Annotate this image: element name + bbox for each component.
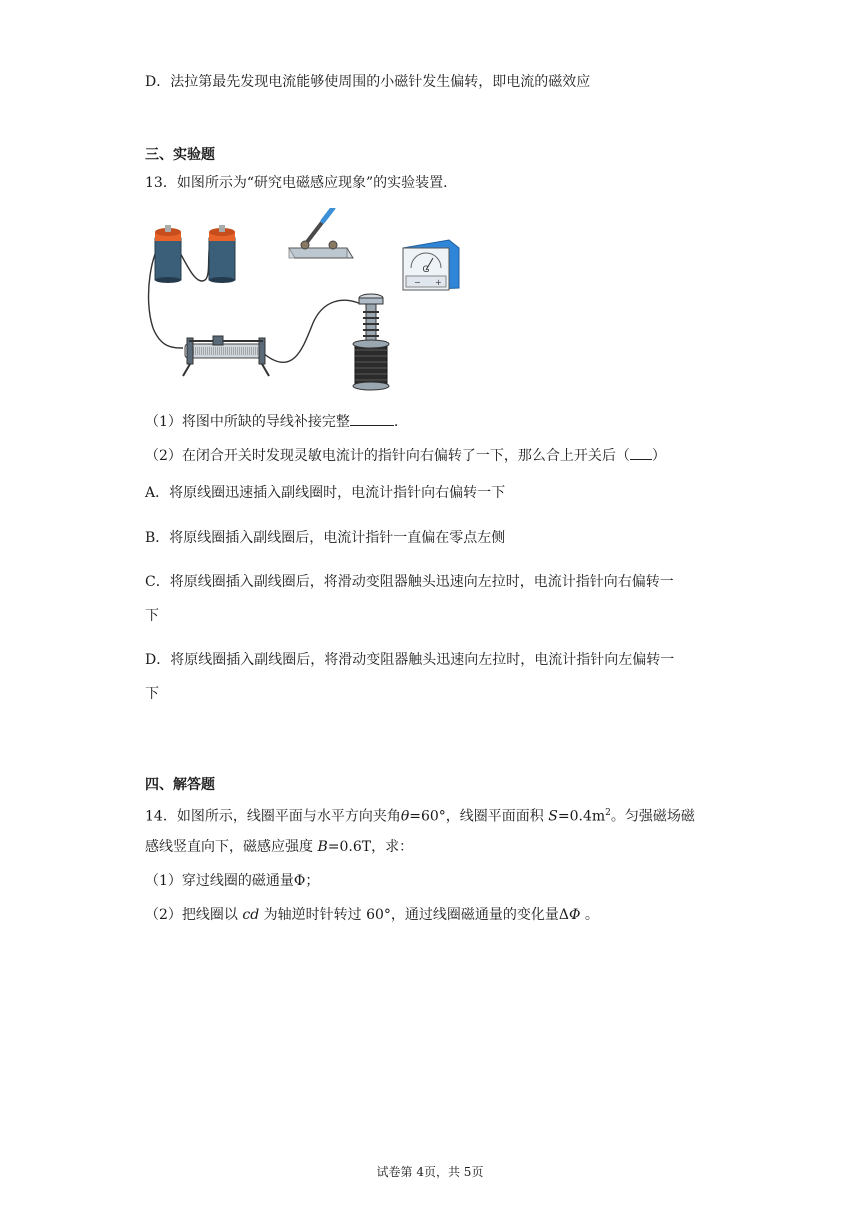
text: 为轴逆时针转过 60°，通过线圈磁通量的变化量Δ [259,907,569,923]
electromagnetic-induction-apparatus-figure [143,208,473,398]
flux-symbol: Φ [569,907,581,923]
sub-2-end: ） [651,448,666,464]
text: 14．如图所示，线圈平面与水平方向夹角 [145,808,401,825]
sub-1-text: （1）将图中所缺的导线补接完整 [145,414,350,430]
switch-icon [289,208,353,258]
sub-2-text: （2）在闭合开关时发现灵敏电流计的指针向右偏转了一下，那么合上开关后（ [145,448,630,464]
theta-symbol: θ [400,808,410,825]
question-13-option-c: C．将原线圈插入副线圈后，将滑动变阻器触头迅速向左拉时，电流计指针向右偏转一 [145,574,674,590]
area-symbol: S [548,808,558,825]
battery-icon [155,225,181,283]
question-13-sub-1 [145,410,398,432]
galvanometer-icon [403,240,459,290]
svg-text:−: − [414,278,421,287]
page-footer: 试卷第 4页，共 5页 [376,1165,484,1179]
text: 。 [580,907,599,923]
question-14-line-2 [145,837,413,857]
answer-blank[interactable] [630,444,652,460]
section-3-title: 三、实验题 [145,147,215,163]
question-13-option-d-cont: 下 [145,686,159,702]
rheostat-icon [183,336,269,376]
text: =0.4m [557,808,606,825]
text: 。匀强磁场磁 [610,808,695,825]
question-13-option-c-cont: 下 [145,608,159,624]
wire [263,300,361,362]
field-symbol: B [317,839,328,855]
coil-icon [353,294,389,390]
question-14-sub-1: （1）穿过线圈的磁通量Φ； [145,873,320,889]
section-4-title: 四、解答题 [145,777,215,793]
sub-1-end: . [393,414,399,430]
question-13-stem: 13．如图所示为“研究电磁感应现象”的实验装置． [145,175,458,191]
question-13-option-a: A．将原线圈迅速插入副线圈时，电流计指针向右偏转一下 [145,485,506,501]
answer-blank[interactable] [350,410,394,426]
q12-option-d: D．法拉第最先发现电流能够使周围的小磁针发生偏转，即电流的磁效应 [145,74,591,90]
question-14-line-1 [145,803,695,827]
axis-symbol: cd [242,907,260,923]
svg-text:G: G [422,264,430,274]
svg-text:+: + [435,278,442,287]
text: （2）把线圈以 [145,907,243,923]
text: =0.6T，求： [327,839,414,855]
battery-icon [209,225,235,283]
text: 感线竖直向下，磁感应强度 [145,839,318,855]
question-13-option-d: D．将原线圈插入副线圈后，将滑动变阻器触头迅速向左拉时，电流计指针向左偏转一 [145,652,675,668]
text: =60°，线圈平面面积 [409,808,549,825]
question-14-sub-2 [145,905,599,925]
superscript: 2 [605,808,611,818]
question-13-sub-2 [145,444,666,466]
question-13-option-b: B．将原线圈插入副线圈后，电流计指针一直偏在零点左侧 [145,530,506,546]
